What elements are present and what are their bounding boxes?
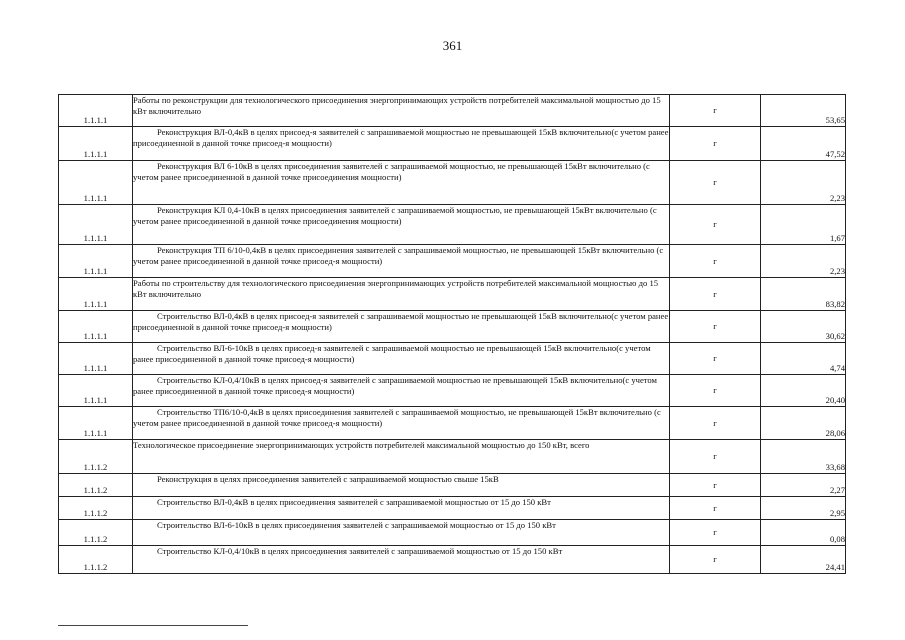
row-value: 2,23 <box>761 245 846 278</box>
page-number: 361 <box>442 38 463 53</box>
table-row <box>59 497 846 520</box>
row-unit: г <box>670 161 761 205</box>
row-code: 1.1.1.1 <box>59 407 133 440</box>
table-row <box>59 311 846 343</box>
row-description: Работы по строительству для технологического присоединения энергопринимающих устройств потребителей максимальной мощностью до 15 кВт включительно <box>133 278 670 311</box>
row-unit: г <box>670 205 761 245</box>
table-row <box>59 245 846 278</box>
table-row <box>59 95 846 127</box>
row-description: Строительство ВЛ-6-10кВ в целях присоединения заявителей с запрашиваемой мощностью от 15 до 150 кВт <box>133 520 670 546</box>
row-unit: г <box>670 546 761 574</box>
table-row <box>59 343 846 375</box>
row-code: 1.1.1.1 <box>59 343 133 375</box>
row-code: 1.1.1.1 <box>59 311 133 343</box>
table-row <box>59 520 846 546</box>
row-value: 28,06 <box>761 407 846 440</box>
row-unit: г <box>670 520 761 546</box>
row-description: Реконструкция в целях присоединения заявителей с запрашиваемой мощностью свыше 15кВ <box>133 474 670 497</box>
row-code: 1.1.1.1 <box>59 127 133 161</box>
row-code: 1.1.1.1 <box>59 95 133 127</box>
row-description: Реконструкция ТП 6/10-0,4кВ в целях присоединения заявителей с запрашиваемой мощностью, не превышающей 15кВт включительно (с учетом ранее присоединенной в данной точке присоед-я мощности) <box>133 245 670 278</box>
table-row <box>59 440 846 474</box>
row-code: 1.1.1.2 <box>59 520 133 546</box>
row-value: 2,95 <box>761 497 846 520</box>
row-description: Строительство КЛ-0,4/10кВ в целях присоединения заявителей с запрашиваемой мощностью от 15 до 150 кВт <box>133 546 670 574</box>
table-row <box>59 127 846 161</box>
row-description: Технологическое присоединение энергопринимающих устройств потребителей максимальной мощностью до 150 кВт, всего <box>133 440 670 474</box>
row-unit: г <box>670 375 761 407</box>
row-value: 30,62 <box>761 311 846 343</box>
row-description: Работы по реконструкции для технологического присоединения энергопринимающих устройств потребителей максимальной мощностью до 15 кВт включительно <box>133 95 670 127</box>
table-row <box>59 205 846 245</box>
row-value: 2,23 <box>761 161 846 205</box>
row-value: 4,74 <box>761 343 846 375</box>
row-code: 1.1.1.1 <box>59 375 133 407</box>
row-unit: г <box>670 245 761 278</box>
data-table <box>58 94 846 574</box>
table-row <box>59 474 846 497</box>
row-code: 1.1.1.1 <box>59 245 133 278</box>
table-row <box>59 375 846 407</box>
row-description: Строительство ВЛ-0,4кВ в целях присоединения заявителей с запрашиваемой мощностью от 15 до 150 кВт <box>133 497 670 520</box>
row-description: Реконструкция ВЛ-0,4кВ в целях присоед-я заявителей с запрашиваемой мощностью не превышающей 15кВ включительно(с учетом ранее присоединенной в данной точке присоед-я мощности) <box>133 127 670 161</box>
row-unit: г <box>670 343 761 375</box>
row-description: Строительство ВЛ-0,4кВ в целях присоед-я заявителей с запрашиваемой мощностью не превышающей 15кВ включительно(с учетом ранее присоединенной в данной точке присоед-я мощности) <box>133 311 670 343</box>
footer-rule <box>58 625 248 626</box>
row-unit: г <box>670 474 761 497</box>
row-value: 2,27 <box>761 474 846 497</box>
row-value: 47,52 <box>761 127 846 161</box>
table-row <box>59 407 846 440</box>
row-description: Реконструкция ВЛ 6-10кВ в целях присоединения заявителей с запрашиваемой мощностью, не превышающей 15кВт включительно (с учетом ранее присоединенной в данной точке присоединения мощности) <box>133 161 670 205</box>
table-row <box>59 278 846 311</box>
row-code: 1.1.1.2 <box>59 474 133 497</box>
row-unit: г <box>670 497 761 520</box>
row-description: Реконструкция КЛ 0,4-10кВ в целях присоединения заявителей с запрашиваемой мощностью, не превышающей 15кВт включительно (с учетом ранее присоединенной в данной точке присоединения мощности) <box>133 205 670 245</box>
table-row <box>59 546 846 574</box>
row-unit: г <box>670 95 761 127</box>
row-value: 24,41 <box>761 546 846 574</box>
row-value: 1,67 <box>761 205 846 245</box>
row-unit: г <box>670 311 761 343</box>
row-code: 1.1.1.2 <box>59 497 133 520</box>
table-row <box>59 161 846 205</box>
row-description: Строительство ВЛ-6-10кВ в целях присоед-я заявителей с запрашиваемой мощностью не превышающей 15кВ включительно(с учетом ранее присоединенной в данной точке присоед-я мощности) <box>133 343 670 375</box>
row-code: 1.1.1.1 <box>59 161 133 205</box>
row-code: 1.1.1.2 <box>59 546 133 574</box>
row-value: 53,65 <box>761 95 846 127</box>
row-code: 1.1.1.1 <box>59 278 133 311</box>
row-unit: г <box>670 440 761 474</box>
row-unit: г <box>670 407 761 440</box>
row-value: 33,68 <box>761 440 846 474</box>
row-description: Строительство КЛ-0,4/10кВ в целях присоед-я заявителей с запрашиваемой мощностью не превышающей 15кВ включительно(с учетом ранее присоединенной в данной точке присоед-я мощности) <box>133 375 670 407</box>
row-unit: г <box>670 278 761 311</box>
row-code: 1.1.1.1 <box>59 205 133 245</box>
row-value: 83,82 <box>761 278 846 311</box>
row-description: Строительство ТП6/10-0,4кВ в целях присоединения заявителей с запрашиваемой мощностью, не превышающей 15кВт включительно (с учетом ранее присоединенной в данной точке присоед-я мощности) <box>133 407 670 440</box>
row-value: 0,08 <box>761 520 846 546</box>
row-value: 20,40 <box>761 375 846 407</box>
row-code: 1.1.1.2 <box>59 440 133 474</box>
row-unit: г <box>670 127 761 161</box>
